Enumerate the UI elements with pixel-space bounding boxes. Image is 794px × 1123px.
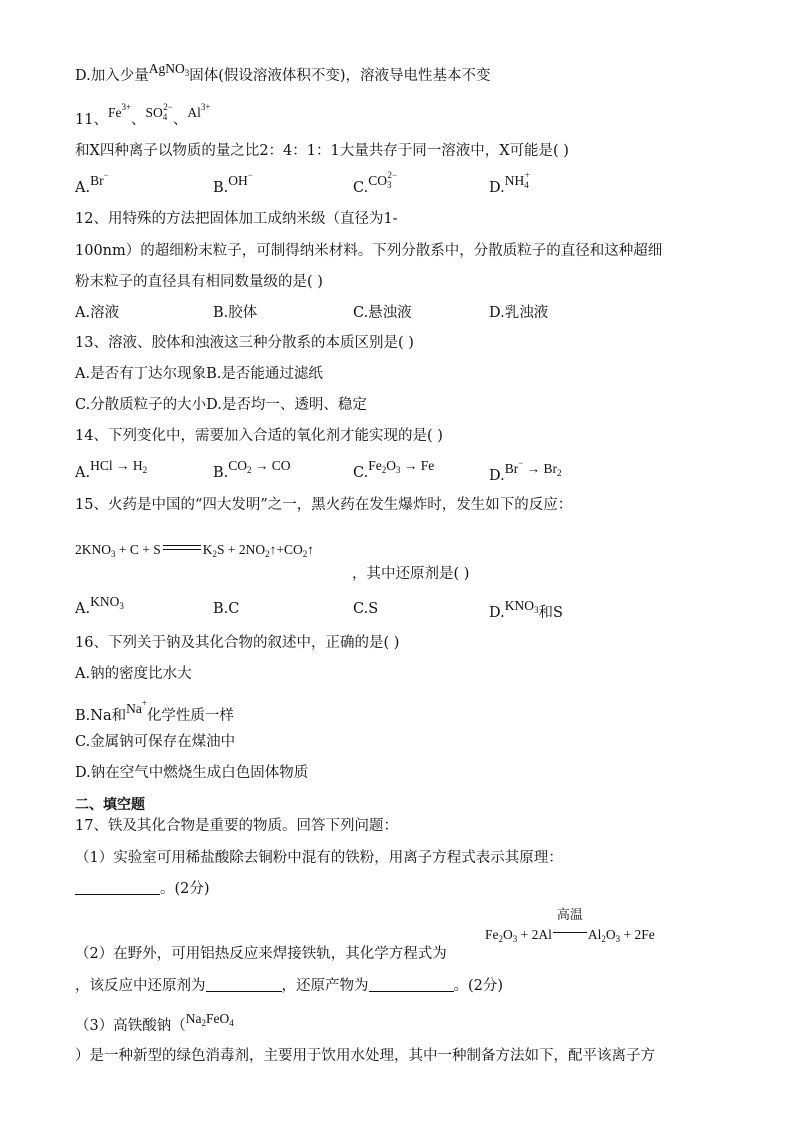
option-letter: B. — [213, 465, 229, 481]
separator: 、 — [131, 112, 146, 128]
ion-charge: 3+ — [121, 102, 132, 112]
eq-sub: 3 — [512, 934, 518, 944]
option-letter: A. — [75, 601, 91, 617]
chem-formula — [186, 1011, 234, 1026]
question-12-line1: 12、用特殊的方法把固体加工成纳米级（直径为1- — [75, 211, 398, 227]
question-17-part2-answer — [75, 976, 503, 996]
option-c[interactable] — [353, 170, 398, 197]
arrow-icon: → — [115, 458, 130, 473]
formula-main: FeO — [205, 1011, 230, 1026]
product: CO — [271, 458, 291, 473]
eq-part: Al — [587, 927, 602, 942]
question-14-options — [75, 458, 775, 487]
eq-part: O — [503, 927, 513, 942]
chem-formula — [126, 698, 147, 716]
formula-main: CO — [368, 173, 387, 188]
equals-sign — [163, 545, 201, 550]
equation — [485, 908, 655, 944]
separator: 、 — [172, 112, 188, 128]
option-d[interactable] — [489, 598, 563, 622]
option-letter: A. — [75, 465, 91, 481]
section-heading: 二、填空题 — [75, 797, 145, 813]
question-14-line1: 14、下列变化中，需要加入合适的氧化剂才能实现的是( ) — [75, 428, 443, 444]
formula-sup: + — [524, 170, 530, 180]
option-b[interactable] — [213, 601, 239, 617]
question-13-options-ab[interactable]: A.是否有丁达尔现象B.是否能通过滤纸 — [75, 366, 323, 382]
eq-part: + 2Al — [517, 927, 552, 942]
eq-part: + 2Fe — [620, 927, 655, 942]
chem-formula — [228, 170, 253, 188]
ion-so4 — [145, 102, 173, 122]
chem-reaction — [504, 458, 562, 478]
option-a[interactable] — [75, 170, 109, 196]
eq-sub: 3 — [111, 549, 116, 559]
arrow-icon: → — [254, 458, 269, 473]
eq-part: + C + S — [115, 542, 161, 557]
eq-part: ↑+CO — [269, 542, 303, 557]
option-text-tail: 固体(假设溶液体积不变)，溶液导电性基本不变 — [189, 68, 491, 84]
question-11-text: 和X四种离子以物质的量之比2：4：1：1大量共存于同一溶液中，X可能是( ) — [75, 143, 569, 159]
product-sub: 2 — [557, 468, 562, 478]
formula-sub: 4 — [229, 1018, 234, 1028]
question-16-option-b[interactable] — [75, 700, 234, 726]
product: H — [132, 458, 143, 473]
option-c[interactable]: C.悬浊液 — [353, 305, 412, 321]
chem-formula — [149, 61, 190, 76]
answer-blank-reducer[interactable] — [206, 977, 282, 992]
chem-formula — [504, 170, 530, 190]
formula-sup: − — [103, 170, 109, 180]
option-letter: C. — [353, 601, 369, 617]
formula-main: Br — [90, 173, 104, 188]
eq-sub: 2 — [601, 934, 606, 944]
product: Br — [543, 461, 558, 476]
formula-sub: 3 — [386, 180, 392, 190]
option-d[interactable] — [489, 170, 530, 197]
option-d[interactable] — [489, 458, 562, 485]
ion-symbol: SO — [145, 105, 163, 120]
chem-reaction — [228, 458, 290, 473]
option-text: D.加入少量 — [75, 68, 149, 84]
condition-text: 高温 — [556, 908, 583, 923]
question-17-part3 — [75, 1011, 234, 1040]
eq-part: Fe — [485, 927, 499, 942]
reactant: Br — [504, 461, 519, 476]
eq-sub: 2 — [265, 549, 270, 559]
formula-sub: 3 — [533, 605, 539, 615]
product-sub: 2 — [142, 465, 148, 475]
thermite-equation — [485, 908, 655, 949]
reactant: HCl — [90, 458, 113, 473]
option-c[interactable] — [353, 601, 378, 617]
eq-part: O — [605, 927, 616, 942]
option-letter: B. — [213, 180, 229, 196]
option-b[interactable] — [213, 458, 291, 482]
option-c[interactable] — [353, 458, 435, 482]
formula-main: Na — [126, 701, 142, 716]
up-arrow-icon: ↑ — [307, 542, 314, 557]
option-text: S — [368, 601, 379, 617]
chem-formula — [505, 598, 539, 613]
question-16-option-d[interactable]: D.钠在空气中燃烧生成白色固体物质 — [75, 765, 309, 781]
formula-main: Na — [185, 1011, 202, 1026]
question-13-line1: 13、溶液、胶体和浊液这三种分散系的本质区别是( ) — [75, 335, 414, 351]
ion-sub: 4 — [162, 112, 168, 122]
chem-formula — [90, 594, 124, 609]
question-17-line1: 17、铁及其化合物是重要的物质。回答下列问题： — [75, 818, 398, 834]
answer-blank-product[interactable] — [369, 977, 454, 992]
option-a[interactable]: A.溶液 — [75, 305, 120, 321]
formula-sup: − — [247, 170, 253, 180]
formula-sub: 4 — [524, 180, 529, 190]
question-17-part1: （1）实验室可用稀盐酸除去铜粉中混有的铁粉，用离子方程式表示其原理： — [75, 850, 563, 866]
option-b[interactable]: B.胶体 — [213, 305, 258, 321]
question-number: 11、 — [75, 112, 108, 128]
answer-blank[interactable] — [75, 880, 160, 895]
option-letter: D. — [489, 180, 505, 196]
option-letter: D. — [489, 468, 505, 484]
formula-sup: 2− — [387, 170, 398, 180]
option-d-agno3 — [75, 61, 491, 90]
eq-part: K — [202, 542, 213, 557]
option-text: C — [228, 601, 240, 617]
ion-symbol: Al — [187, 105, 201, 120]
option-d[interactable]: D.乳浊液 — [489, 305, 549, 321]
eq-sub: 2 — [212, 549, 217, 559]
condition-high-temp — [552, 908, 588, 945]
equation — [75, 542, 314, 557]
option-text: B.Na和 — [75, 708, 127, 724]
question-16-option-c[interactable]: C.金属钠可保存在煤油中 — [75, 734, 236, 750]
question-16-option-a[interactable]: A.钠的密度比水大 — [75, 666, 192, 682]
chem-formula — [90, 170, 109, 188]
question-17-part1-answer — [75, 879, 210, 899]
question-17-part3-line2: ）是一种新型的绿色消毒剂，主要用于饮用水处理，其中一种制备方法如下，配平该离子方 — [75, 1048, 655, 1064]
reactant-sub: 3 — [395, 465, 401, 475]
option-b[interactable] — [213, 170, 253, 196]
score-note: 。(2分) — [160, 881, 210, 897]
question-15-options — [75, 594, 775, 623]
score-note: 。(2分) — [453, 978, 504, 994]
product: Fe — [420, 458, 435, 473]
ion-al — [187, 102, 211, 120]
option-text-tail: 化学性质一样 — [146, 708, 234, 724]
formula-sub: 3 — [119, 601, 124, 611]
option-text: 和S — [538, 605, 563, 621]
prompt-text: ，还原产物为 — [281, 978, 369, 994]
question-16-line1: 16、下列关于钠及其化合物的叙述中，正确的是( ) — [75, 635, 400, 651]
question-15-equation — [75, 540, 314, 564]
arrow-icon: → — [526, 461, 541, 476]
formula-main: OH — [228, 173, 248, 188]
question-12-line2: 100nm）的超细粉末粒子，可制得纳米材料。下列分散系中，分散质粒子的直径和这种超细 — [75, 243, 663, 259]
ion-fe — [107, 102, 132, 120]
formula-main: AgNO — [148, 61, 185, 76]
ion-charge: 3+ — [200, 102, 211, 112]
option-letter: B. — [213, 601, 229, 617]
reactant-part: O — [386, 458, 396, 473]
option-a[interactable] — [75, 594, 124, 618]
question-11-options — [75, 170, 775, 199]
chem-reaction — [368, 458, 434, 473]
option-a[interactable] — [75, 458, 148, 482]
formula-sub: 3 — [184, 68, 190, 78]
question-12-options — [75, 301, 775, 323]
question-12-line3: 粉末粒子的直径具有相同数量级的是( ) — [75, 274, 323, 290]
eq-part: 2KNO — [75, 542, 111, 557]
reactant-sup: − — [518, 458, 524, 468]
option-letter: A. — [75, 180, 91, 196]
eq-sub: 2 — [302, 549, 308, 559]
question-15-line1: 15、火药是中国的“四大发明”之一，黑火药在发生爆炸时，发生如下的反应： — [75, 497, 573, 513]
formula-sub: 2 — [201, 1018, 206, 1028]
reactant-sub: 2 — [247, 465, 252, 475]
formula-main: KNO — [504, 598, 534, 613]
question-17-part2: （2）在野外，可用铝热反应来焊接铁轨，其化学方程式为 — [75, 946, 447, 962]
option-letter: C. — [353, 180, 369, 196]
ion-charge: 2− — [163, 102, 173, 112]
arrow-icon: → — [403, 458, 418, 473]
question-13-options-cd[interactable]: C.分散质粒子的大小D.是否均一、透明、稳定 — [75, 397, 367, 413]
reactant-sub: 2 — [381, 465, 387, 475]
ion-symbol: Fe — [107, 105, 122, 120]
prompt-text: ，该反应中还原剂为 — [75, 978, 206, 994]
eq-sub: 2 — [498, 934, 503, 944]
question-11-ions — [75, 104, 210, 134]
question-15-line2: ，其中还原剂是( ) — [352, 566, 470, 582]
prompt-text: （3）高铁酸钠（ — [75, 1018, 186, 1034]
formula-main: NH — [504, 173, 525, 188]
equals-sign — [553, 932, 587, 933]
reactant: CO — [228, 458, 248, 473]
formula-main: KNO — [90, 594, 120, 609]
formula-sup: + — [141, 698, 147, 708]
chem-reaction — [90, 458, 147, 473]
chem-formula — [368, 170, 398, 190]
option-letter: C. — [353, 465, 369, 481]
eq-sub: 3 — [615, 934, 621, 944]
option-letter: D. — [489, 605, 505, 621]
eq-part: S + 2NO — [217, 542, 266, 557]
reactant: Fe — [368, 458, 382, 473]
